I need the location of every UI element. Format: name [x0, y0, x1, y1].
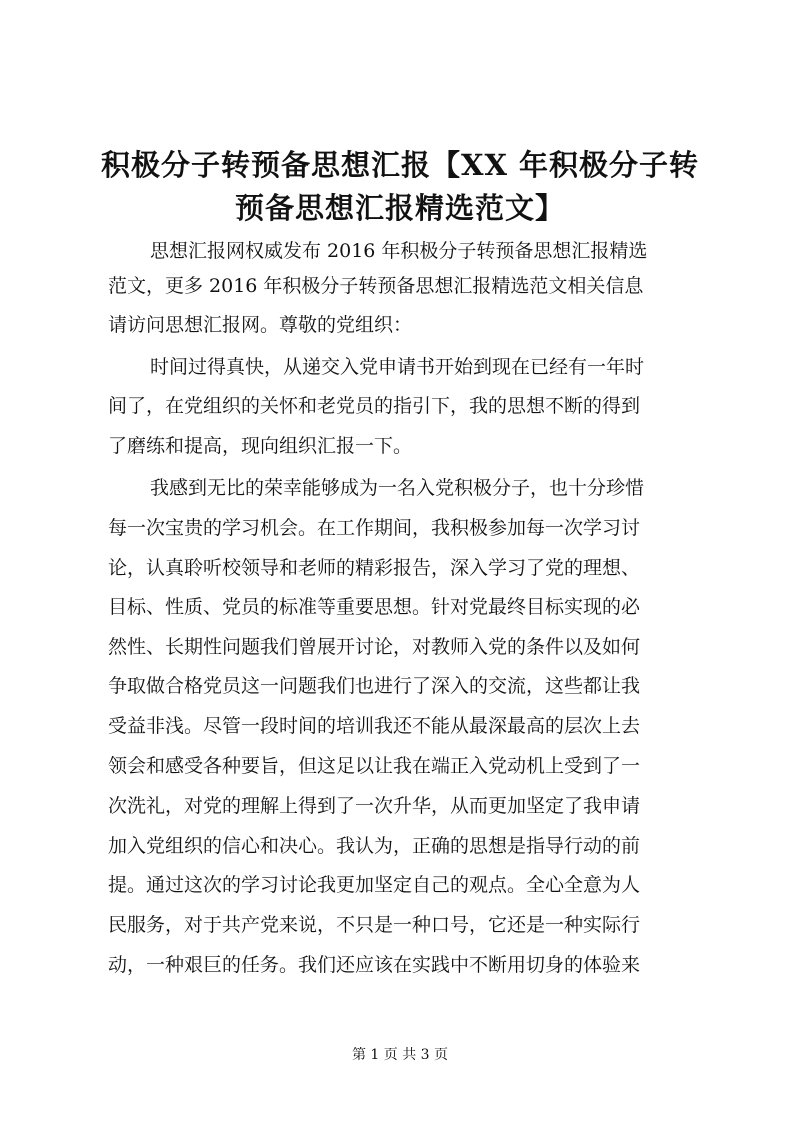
document-title-line-1: 积极分子转预备思想汇报【XX 年积极分子转 [100, 148, 700, 182]
page-number-footer: 第 1 页 共 3 页 [351, 1047, 449, 1063]
paragraph-line: 提。通过这次的学习讨论我更加坚定自己的观点。全心全意为人 [108, 874, 641, 896]
paragraph-line: 我感到无比的荣幸能够成为一名入党积极分子，也十分珍惜 [150, 477, 645, 499]
paragraph-line: 范文，更多 2016 年积极分子转预备思想汇报精选范文相关信息 [108, 275, 644, 297]
paragraph-line: 争取做合格党员这一问题我们也进行了深入的交流，这些都让我 [108, 675, 641, 697]
paragraph-line: 动，一种艰巨的任务。我们还应该在实践中不断用切身的体验来 [108, 954, 641, 976]
paragraph-line: 受益非浅。尽管一段时间的培训我还不能从最深最高的层次上去 [108, 715, 641, 737]
paragraph-line: 领会和感受各种要旨，但这足以让我在端正入党动机上受到了一 [108, 755, 641, 777]
paragraph-line: 思想汇报网权威发布 2016 年积极分子转预备思想汇报精选 [150, 240, 648, 262]
paragraph-line: 次洗礼，对党的理解上得到了一次升华，从而更加坚定了我申请 [108, 795, 641, 817]
paragraph-line: 然性、长期性问题我们曾展开讨论，对教师入党的条件以及如何 [108, 636, 641, 658]
paragraph-line: 每一次宝贵的学习机会。在工作期间，我积极参加每一次学习讨 [108, 517, 641, 539]
paragraph-line: 时间过得真快，从递交入党申请书开始到现在已经有一年时 [150, 356, 645, 378]
paragraph-line: 间了，在党组织的关怀和老党员的指引下，我的思想不断的得到 [108, 395, 641, 417]
paragraph-line: 目标、性质、党员的标准等重要思想。针对党最终目标实现的必 [108, 596, 641, 618]
paragraph-line: 民服务，对于共产党来说，不只是一种口号，它还是一种实际行 [108, 914, 641, 936]
paragraph-line: 加入党组织的信心和决心。我认为，正确的思想是指导行动的前 [108, 835, 641, 857]
paragraph-line: 了磨练和提高，现向组织汇报一下。 [108, 435, 413, 457]
document-title-line-2: 预备思想汇报精选范文】 [234, 191, 565, 225]
paragraph-line: 论，认真聆听校领导和老师的精彩报告，深入学习了党的理想、 [108, 557, 641, 579]
paragraph-line: 请访问思想汇报网。尊敬的党组织： [108, 314, 413, 336]
